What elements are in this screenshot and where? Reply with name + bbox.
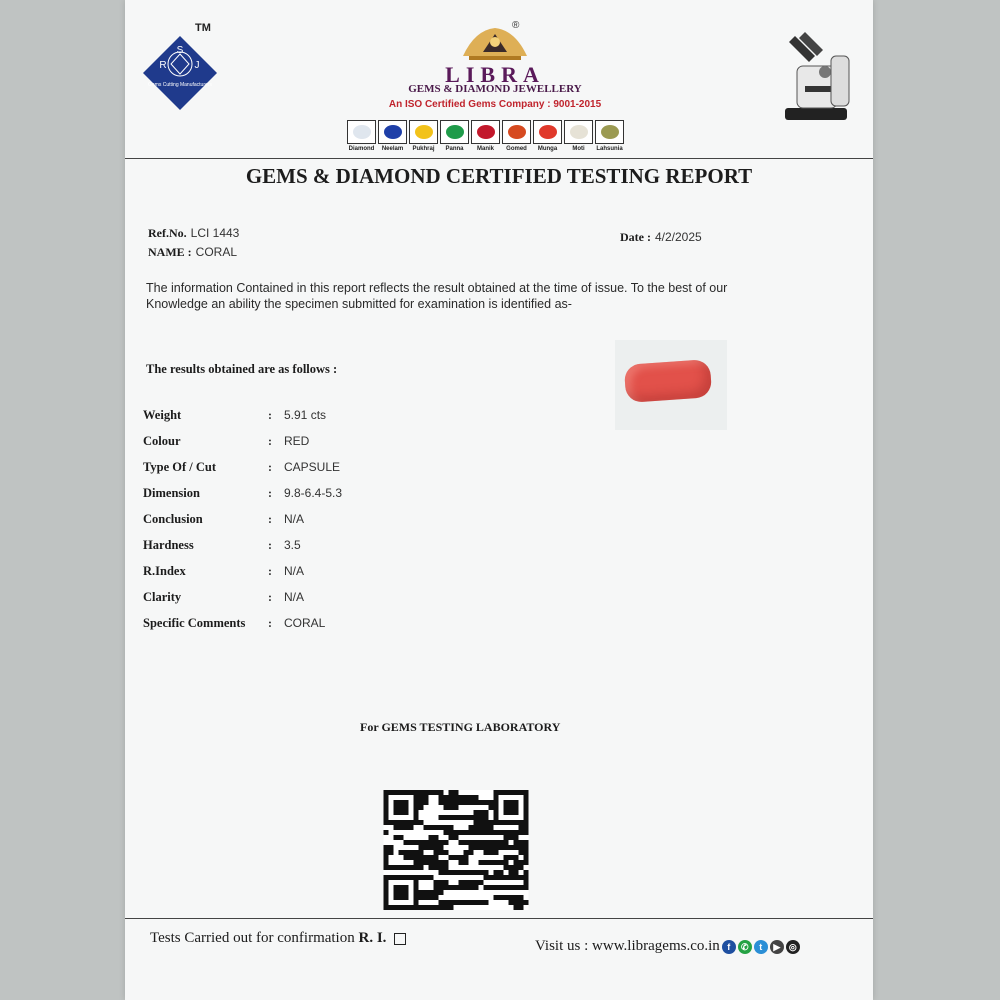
- result-colon: :: [268, 616, 272, 630]
- gem-moti: [564, 120, 593, 152]
- result-colon: :: [268, 590, 272, 604]
- ref-value: LCI 1443: [190, 226, 240, 240]
- gem-label: Gomed: [506, 146, 527, 152]
- gem-label: Diamond: [348, 146, 375, 152]
- gem-stone-icon: [508, 125, 526, 139]
- gem-stone-icon: [353, 125, 371, 139]
- gem-manik: [471, 120, 500, 152]
- result-label: Conclusion: [143, 512, 203, 526]
- registered-mark-icon: ®: [512, 20, 520, 31]
- report-title: GEMS & DIAMOND CERTIFIED TESTING REPORT: [245, 164, 753, 188]
- result-colon: :: [268, 512, 272, 526]
- gem-pukhraj: [409, 120, 438, 152]
- result-colon: :: [268, 486, 272, 500]
- website-line: [535, 938, 800, 955]
- brand-subtitle: GEMS & DIAMOND JEWELLERY: [408, 83, 582, 95]
- gem-label: Lahsunia: [596, 146, 623, 152]
- trademark-mark: TM: [195, 22, 211, 34]
- gem-strip: [347, 120, 624, 152]
- microscope-icon: [775, 26, 860, 126]
- iso-certification: An ISO Certified Gems Company : 9001-2015: [388, 99, 602, 110]
- name-label: NAME :: [148, 245, 192, 259]
- gem-swatch: [440, 120, 469, 144]
- result-value: CORAL: [284, 616, 326, 630]
- srj-letter-j: J: [194, 60, 200, 71]
- gem-neelam: [378, 120, 407, 152]
- result-label: Dimension: [143, 486, 200, 500]
- result-value: N/A: [284, 590, 305, 604]
- gem-stone-icon: [477, 125, 495, 139]
- gem-diamond: [347, 120, 376, 152]
- gem-label: Neelam: [381, 146, 404, 152]
- ref-line: [148, 224, 239, 242]
- gem-label: Manik: [476, 146, 494, 152]
- lab-signature-line: For GEMS TESTING LABORATORY: [360, 720, 561, 734]
- gem-stone-icon: [601, 125, 619, 139]
- gem-label: Panna: [445, 146, 464, 152]
- result-colon: :: [268, 434, 272, 448]
- gem-swatch: [471, 120, 500, 144]
- result-label: R.Index: [143, 564, 186, 578]
- gem-swatch: [533, 120, 562, 144]
- gem-label: Pukhraj: [412, 146, 435, 152]
- gem-panna: [440, 120, 469, 152]
- srj-logo: [141, 34, 219, 112]
- ri-checkbox[interactable]: [394, 933, 406, 945]
- twitter-icon[interactable]: t: [754, 940, 768, 954]
- gem-swatch: [347, 120, 376, 144]
- gem-label: Munga: [537, 146, 558, 152]
- gem-swatch: [378, 120, 407, 144]
- intro-paragraph: The information Contained in this report reflects the result obtained at the time of issue. To the best of our Knowledge an ability the specimen submitted for examination is identified as-: [146, 281, 728, 311]
- gem-swatch: [409, 120, 438, 144]
- gem-swatch: [564, 120, 593, 144]
- youtube-icon[interactable]: ▶: [770, 940, 784, 954]
- coral-stone-image: [624, 359, 712, 403]
- results-heading: The results obtained are as follows :: [146, 362, 338, 376]
- result-label: Hardness: [143, 538, 194, 552]
- whatsapp-icon[interactable]: ✆: [738, 940, 752, 954]
- website-text[interactable]: Visit us : www.libragems.co.in: [535, 938, 720, 954]
- result-value: 9.8-6.4-5.3: [284, 486, 343, 500]
- gem-munga: [533, 120, 562, 152]
- header-divider: [125, 158, 873, 159]
- result-value: 5.91 cts: [284, 408, 327, 422]
- result-colon: :: [268, 538, 272, 552]
- result-label: Type Of / Cut: [143, 460, 217, 474]
- date-line: [620, 228, 702, 246]
- name-line: [148, 243, 237, 261]
- instagram-icon[interactable]: ◎: [786, 940, 800, 954]
- result-colon: :: [268, 408, 272, 422]
- result-value: N/A: [284, 512, 305, 526]
- gem-swatch: [502, 120, 531, 144]
- brand-name: LIBRA: [445, 62, 545, 87]
- result-value: N/A: [284, 564, 305, 578]
- srj-letter-r: R: [159, 60, 167, 71]
- results-table: [125, 408, 525, 648]
- result-colon: :: [268, 460, 272, 474]
- gem-stone-icon: [539, 125, 557, 139]
- gem-stone-icon: [570, 125, 588, 139]
- date-label: Date :: [620, 230, 651, 244]
- result-colon: :: [268, 564, 272, 578]
- footer-divider: [125, 918, 873, 919]
- tests-ri: R. I.: [358, 930, 387, 946]
- result-label: Weight: [143, 408, 182, 422]
- gem-stone-icon: [384, 125, 402, 139]
- tests-text: Tests Carried out for confirmation: [150, 930, 355, 946]
- gem-swatch: [595, 120, 624, 144]
- qr-code[interactable]: [383, 790, 529, 910]
- gem-lahsunia: [595, 120, 624, 152]
- result-value: CAPSULE: [284, 460, 341, 474]
- result-label: Colour: [143, 434, 181, 448]
- ref-label: Ref.No.: [148, 226, 187, 240]
- result-label: Specific Comments: [143, 616, 246, 630]
- gem-stone-icon: [446, 125, 464, 139]
- result-value: 3.5: [284, 538, 301, 552]
- gem-label: Moti: [572, 146, 585, 152]
- srj-letter-s: S: [176, 45, 184, 56]
- srj-tagline: Gems Cutting Manufacturers: [148, 82, 212, 88]
- gem-gomed: [502, 120, 531, 152]
- certificate-page: [125, 0, 873, 1000]
- result-label: Clarity: [143, 590, 182, 604]
- result-value: RED: [284, 434, 310, 448]
- date-value: 4/2/2025: [654, 230, 702, 244]
- name-value: CORAL: [195, 245, 238, 259]
- libra-crown-logo: [455, 22, 535, 64]
- gem-stone-icon: [415, 125, 433, 139]
- facebook-icon[interactable]: f: [722, 940, 736, 954]
- tests-note: [150, 930, 406, 947]
